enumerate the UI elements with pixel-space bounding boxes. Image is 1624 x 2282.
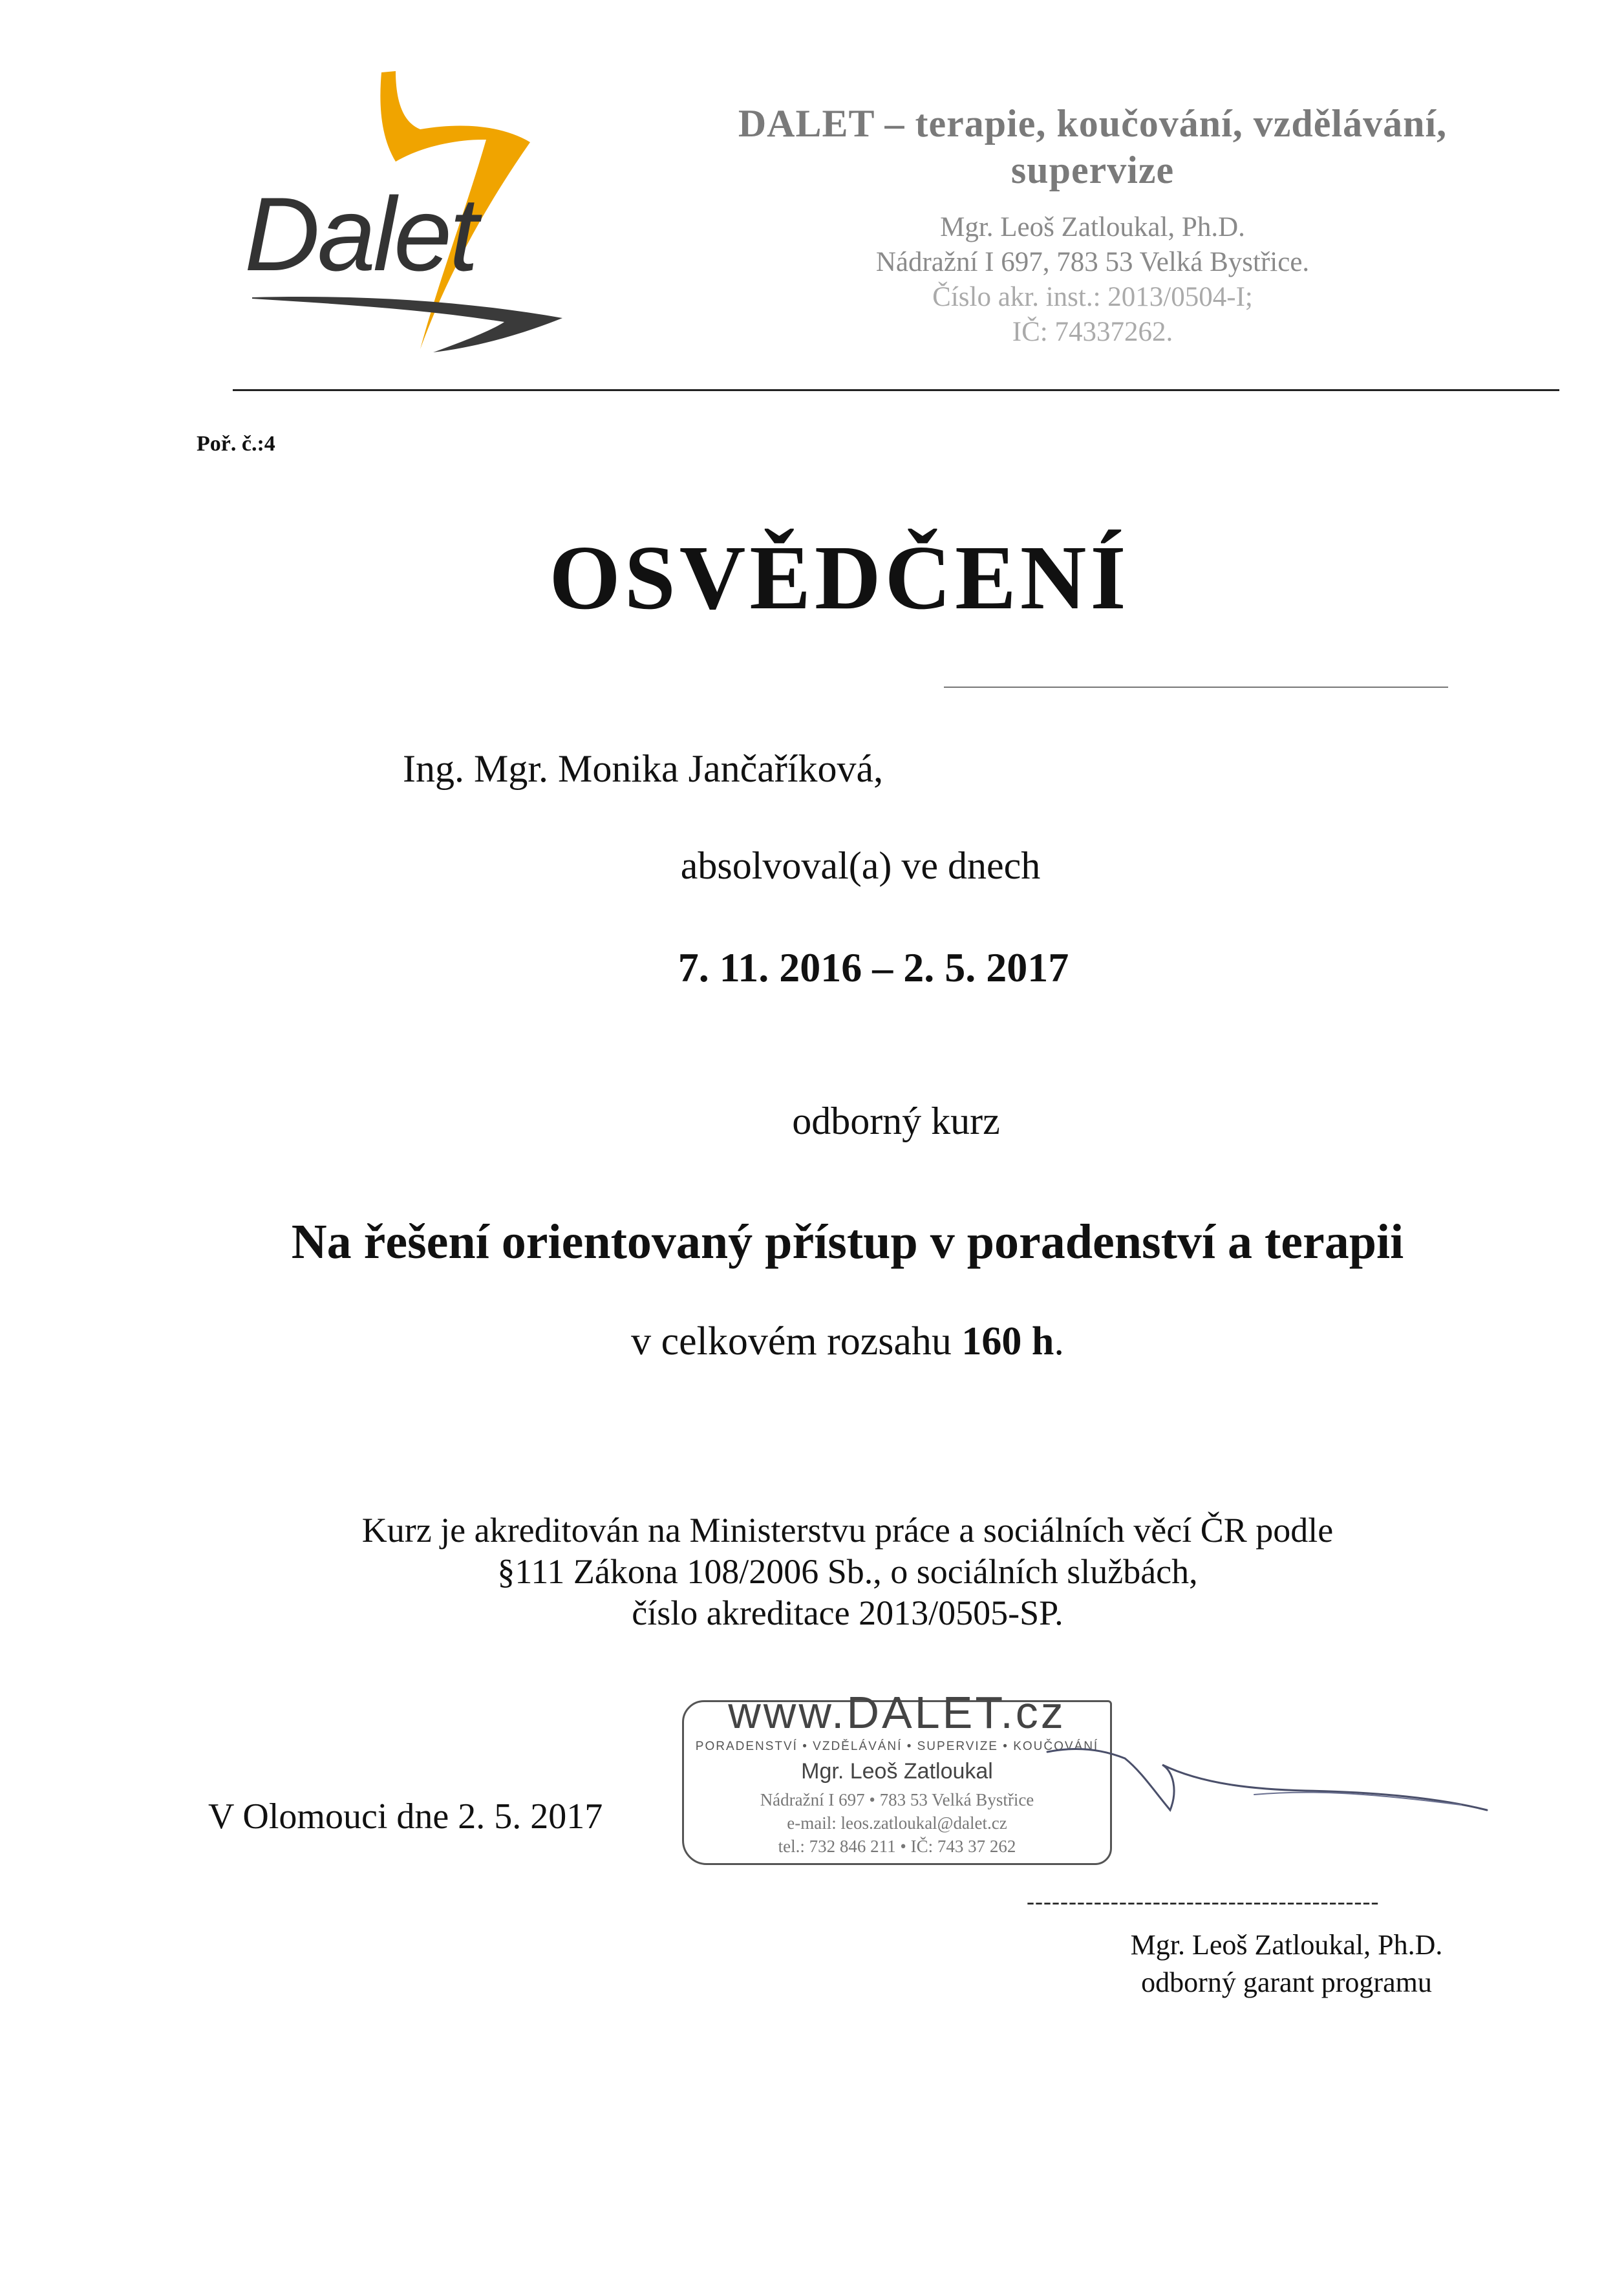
stamp-website: www.DALET.cz (728, 1687, 1066, 1738)
scope-hours: 160 h (961, 1319, 1054, 1363)
stamp-email: e-mail: leos.zatloukal@dalet.cz (787, 1813, 1007, 1833)
signatory-role: odborný garant programu (1141, 1967, 1432, 1998)
stamp-person: Mgr. Leoš Zatloukal (801, 1759, 993, 1784)
org-accreditation: Číslo akr. inst.: 2013/0504-I; (932, 282, 1253, 312)
reference-number: Poř. č.:4 (197, 432, 275, 456)
recipient-name: Ing. Mgr. Monika Jančaříková, (403, 747, 884, 790)
org-name-line1: DALET – terapie, koučování, vzdělávání, (738, 102, 1448, 145)
accreditation-line: Kurz je akreditován na Ministerstvu práce a sociálních věcí ČR podle (361, 1511, 1334, 1550)
org-person: Mgr. Leoš Zatloukal, Ph.D. (940, 212, 1245, 242)
logo-wordmark: Dalet (244, 176, 476, 293)
scope-suffix: . (1054, 1319, 1064, 1363)
accreditation-line: §111 Zákona 108/2006 Sb., o sociálních službách, (497, 1552, 1198, 1591)
org-name-line2: supervize (1010, 149, 1175, 191)
stamp-phone: tel.: 732 846 211 • IČ: 743 37 262 (778, 1837, 1016, 1856)
course-dates: 7. 11. 2016 – 2. 5. 2017 (678, 944, 1069, 990)
signatory-name: Mgr. Leoš Zatloukal, Ph.D. (1130, 1929, 1443, 1961)
course-type: odborný kurz (792, 1100, 1000, 1142)
accreditation-line: číslo akreditace 2013/0505-SP. (632, 1594, 1063, 1632)
org-address: Nádražní I 697, 783 53 Velká Bystřice. (875, 247, 1310, 277)
dalet-logo (226, 65, 588, 368)
course-scope (0, 1319, 1624, 1365)
stamp-services: PORADENSTVÍ • VZDĚLÁVÁNÍ • SUPERVIZE • KOUČOVÁNÍ (695, 1740, 1099, 1753)
stamp-address: Nádražní I 697 • 783 53 Velká Bystřice (760, 1790, 1034, 1809)
org-ic: IČ: 74337262. (1012, 317, 1173, 347)
course-name: Na řešení orientovaný přístup v poradenství a terapii (291, 1215, 1404, 1269)
place-and-date: V Olomouci dne 2. 5. 2017 (208, 1797, 603, 1837)
certificate-title: OSVĚDČENÍ (549, 526, 1130, 628)
completed-text: absolvoval(a) ve dnech (680, 844, 1041, 887)
signatory-block (1021, 1926, 1552, 2001)
title-underline (944, 687, 1448, 688)
organization-header (646, 100, 1539, 350)
accreditation-note (0, 1509, 1624, 1634)
signature-line: ------------------------------------------ (1027, 1888, 1380, 1914)
handwritten-signature (1009, 1713, 1500, 1862)
header-divider (233, 389, 1559, 391)
scope-prefix: v celkovém rozsahu (631, 1319, 962, 1363)
